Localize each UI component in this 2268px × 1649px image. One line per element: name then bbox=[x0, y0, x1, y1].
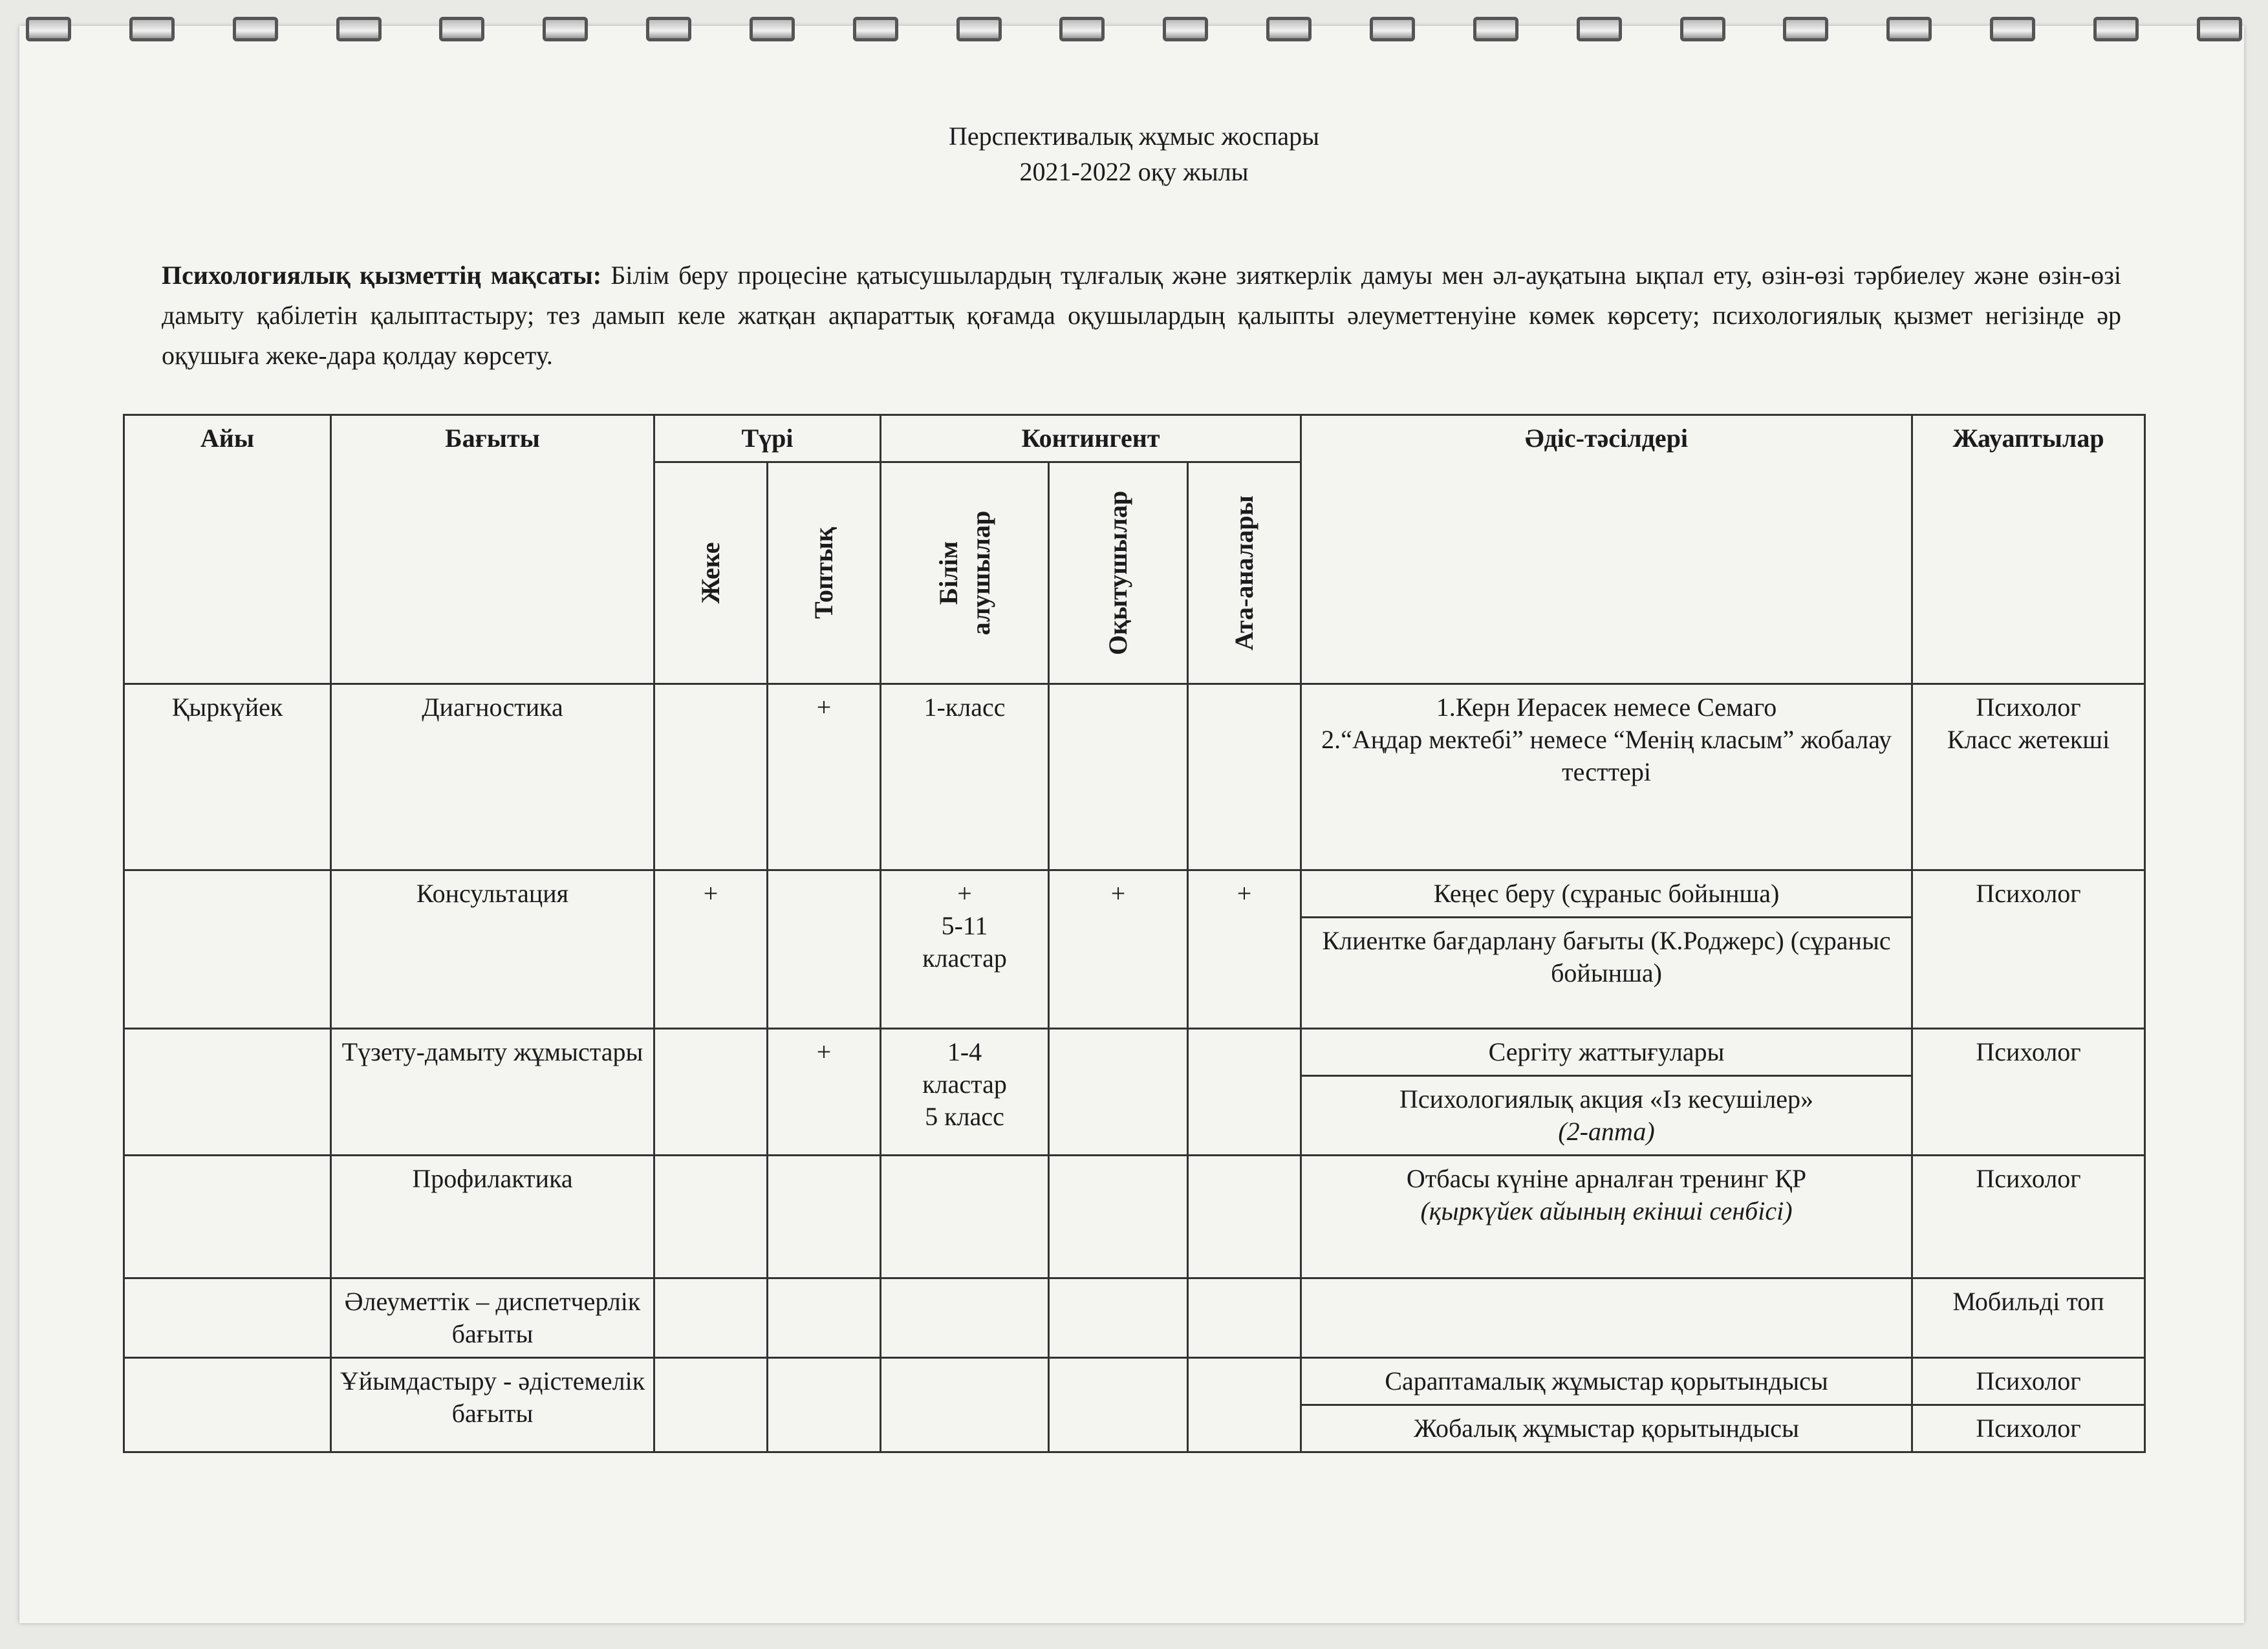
students-line: 5 класс bbox=[925, 1102, 1004, 1131]
responsible-cell: Психолог bbox=[1912, 1029, 2145, 1156]
methods-cell bbox=[1301, 1156, 1912, 1278]
method-text: Психологиялық акция «Із кесушілер» bbox=[1399, 1084, 1814, 1114]
parents-cell bbox=[1188, 1029, 1301, 1156]
teachers-cell bbox=[1049, 1029, 1188, 1156]
binding-ring bbox=[336, 17, 382, 41]
individual-cell bbox=[654, 684, 768, 870]
binding-ring bbox=[1163, 17, 1208, 41]
binding-ring bbox=[1059, 17, 1105, 41]
header-students-cell bbox=[881, 462, 1049, 684]
header-group-cell bbox=[768, 462, 881, 684]
individual-cell bbox=[654, 1358, 768, 1452]
binding-ring bbox=[1886, 17, 1932, 41]
individual-cell bbox=[654, 1029, 768, 1156]
students-line: 5-11 bbox=[941, 911, 988, 940]
methods-cell: Жобалық жұмыстар қорытындысы bbox=[1301, 1405, 1912, 1452]
method-item bbox=[1302, 1077, 1911, 1154]
students-cell bbox=[881, 1278, 1049, 1358]
month-cell bbox=[124, 1156, 331, 1278]
month-cell bbox=[124, 870, 331, 1029]
binding-ring bbox=[1266, 17, 1312, 41]
group-cell bbox=[768, 1358, 881, 1452]
binding-ring bbox=[129, 17, 175, 41]
spiral-binding bbox=[0, 0, 2268, 58]
header-group: Топтық bbox=[809, 527, 838, 619]
table-row bbox=[124, 1156, 2145, 1278]
header-parents-cell bbox=[1188, 462, 1301, 684]
parents-cell bbox=[1188, 1358, 1301, 1452]
students-mark: + bbox=[957, 879, 972, 908]
methods-cell bbox=[1301, 870, 1912, 1029]
direction-cell: Консультация bbox=[331, 870, 654, 1029]
direction-cell: Әлеуметтік – диспетчерлік бағыты bbox=[331, 1278, 654, 1358]
table-row bbox=[124, 1029, 2145, 1156]
method-note: (қыркүйек айының екінші сенбісі) bbox=[1420, 1196, 1793, 1225]
responsible-cell: Мобильді топ bbox=[1912, 1278, 2145, 1358]
group-cell bbox=[768, 1156, 881, 1278]
responsible-item: Класс жетекші bbox=[1947, 725, 2110, 754]
header-direction: Бағыты bbox=[331, 415, 654, 684]
month-cell bbox=[124, 1358, 331, 1452]
table-row bbox=[124, 684, 2145, 870]
students-line: кластар bbox=[922, 1070, 1007, 1099]
method-text: Отбасы күніне арналған тренинг ҚР bbox=[1406, 1164, 1807, 1193]
individual-cell: + bbox=[654, 870, 768, 1029]
header-contingent: Контингент bbox=[881, 415, 1301, 462]
method-item: Сергіту жаттығулары bbox=[1302, 1029, 1911, 1077]
header-month: Айы bbox=[124, 415, 331, 684]
binding-ring bbox=[1473, 17, 1518, 41]
month-cell bbox=[124, 1278, 331, 1358]
binding-ring bbox=[2093, 17, 2139, 41]
students-cell bbox=[881, 1358, 1049, 1452]
direction-cell: Ұйымдастыру - әдістемелік бағыты bbox=[331, 1358, 654, 1452]
responsible-cell: Психолог bbox=[1912, 870, 2145, 1029]
teachers-cell: + bbox=[1049, 870, 1188, 1029]
parents-cell bbox=[1188, 1156, 1301, 1278]
teachers-cell bbox=[1049, 1358, 1188, 1452]
binding-ring bbox=[1370, 17, 1415, 41]
method-item: Клиентке бағдарлану бағыты (К.Роджерс) (сұраныс бойынша) bbox=[1322, 926, 1891, 987]
responsible-cell: Психолог bbox=[1912, 1156, 2145, 1278]
students-cell: 1-класс bbox=[881, 684, 1049, 870]
methods-cell bbox=[1301, 684, 1912, 870]
header-individual-cell bbox=[654, 462, 768, 684]
binding-ring bbox=[750, 17, 795, 41]
header-methods: Әдіс-тәсілдері bbox=[1301, 415, 1912, 684]
students-cell bbox=[881, 1029, 1049, 1156]
binding-ring bbox=[646, 17, 691, 41]
binding-ring bbox=[1680, 17, 1725, 41]
academic-year: 2021-2022 оқу жылы bbox=[1019, 157, 1249, 186]
teachers-cell bbox=[1049, 1156, 1188, 1278]
header-responsible: Жауаптылар bbox=[1912, 415, 2145, 684]
method-item: 1.Керн Иерасек немесе Семаго bbox=[1436, 693, 1777, 722]
method-item: Кеңес беру (сұраныс бойынша) bbox=[1302, 871, 1911, 918]
individual-cell bbox=[654, 1278, 768, 1358]
work-plan-table bbox=[123, 414, 2146, 1453]
month-cell: Қыркүйек bbox=[124, 684, 331, 870]
binding-ring bbox=[1990, 17, 2035, 41]
header-individual: Жеке bbox=[696, 542, 725, 604]
binding-ring bbox=[26, 17, 71, 41]
parents-cell bbox=[1188, 1278, 1301, 1358]
header-teachers: Оқытушылар bbox=[1103, 490, 1133, 656]
students-line: 1-4 bbox=[947, 1037, 982, 1066]
binding-ring bbox=[543, 17, 588, 41]
parents-cell: + bbox=[1188, 870, 1301, 1029]
responsible-cell bbox=[1912, 684, 2145, 870]
binding-ring bbox=[1783, 17, 1828, 41]
header-parents: Ата-аналары bbox=[1229, 495, 1259, 651]
group-cell bbox=[768, 1278, 881, 1358]
header-teachers-cell bbox=[1049, 462, 1188, 684]
group-cell: + bbox=[768, 1029, 881, 1156]
binding-ring bbox=[853, 17, 898, 41]
header-row-1 bbox=[124, 415, 2145, 462]
responsible-item: Психолог bbox=[1976, 693, 2081, 722]
group-cell: + bbox=[768, 684, 881, 870]
month-cell bbox=[124, 1029, 331, 1156]
binding-ring bbox=[956, 17, 1002, 41]
direction-cell: Түзету-дамыту жұмыстары bbox=[331, 1029, 654, 1156]
methods-cell: Сараптамалық жұмыстар қорытындысы bbox=[1301, 1358, 1912, 1405]
header-students: Білім алушылар bbox=[933, 510, 995, 636]
group-cell bbox=[768, 870, 881, 1029]
direction-cell: Профилактика bbox=[331, 1156, 654, 1278]
table-row bbox=[124, 1278, 2145, 1358]
students-line: кластар bbox=[922, 943, 1007, 973]
aim-label: Психологиялық қызметтің мақсаты: bbox=[162, 261, 602, 290]
aim-paragraph bbox=[162, 255, 2121, 376]
methods-cell bbox=[1301, 1278, 1912, 1358]
responsible-cell: Психолог bbox=[1912, 1358, 2145, 1405]
page-title: Перспективалық жұмыс жоспары bbox=[948, 122, 1320, 151]
method-note: (2-апта) bbox=[1558, 1117, 1655, 1146]
methods-cell bbox=[1301, 1029, 1912, 1156]
method-item: 2.“Аңдар мектебі” немесе “Менің класым” жобалау тесттері bbox=[1321, 725, 1892, 786]
teachers-cell bbox=[1049, 1278, 1188, 1358]
students-cell bbox=[881, 1156, 1049, 1278]
responsible-cell: Психолог bbox=[1912, 1405, 2145, 1452]
individual-cell bbox=[654, 1156, 768, 1278]
aim-text: Білім беру процесіне қатысушылардың тұлғалық және зияткерлік дамуы мен әл-ауқатына ықпал ету, өзін-өзі тәрбиелеу және өзін-өзі дамыту қабілетін қалыптастыру; тез дамып келе жатқан ақпараттық қоғамда оқушылардың қалыпты әлеуметтенуіне көмек көрсету; психологиялық қызмет негізінде әр оқушыға жеке-дара қолдау көрсету. bbox=[162, 261, 2122, 370]
binding-ring bbox=[439, 17, 484, 41]
binding-ring bbox=[233, 17, 278, 41]
table-row bbox=[124, 870, 2145, 1029]
parents-cell bbox=[1188, 684, 1301, 870]
binding-ring bbox=[2197, 17, 2242, 41]
header-type: Түрі bbox=[654, 415, 881, 462]
binding-ring bbox=[1577, 17, 1622, 41]
direction-cell: Диагностика bbox=[331, 684, 654, 870]
teachers-cell bbox=[1049, 684, 1188, 870]
table-row bbox=[124, 1358, 2145, 1405]
students-cell bbox=[881, 870, 1049, 1029]
